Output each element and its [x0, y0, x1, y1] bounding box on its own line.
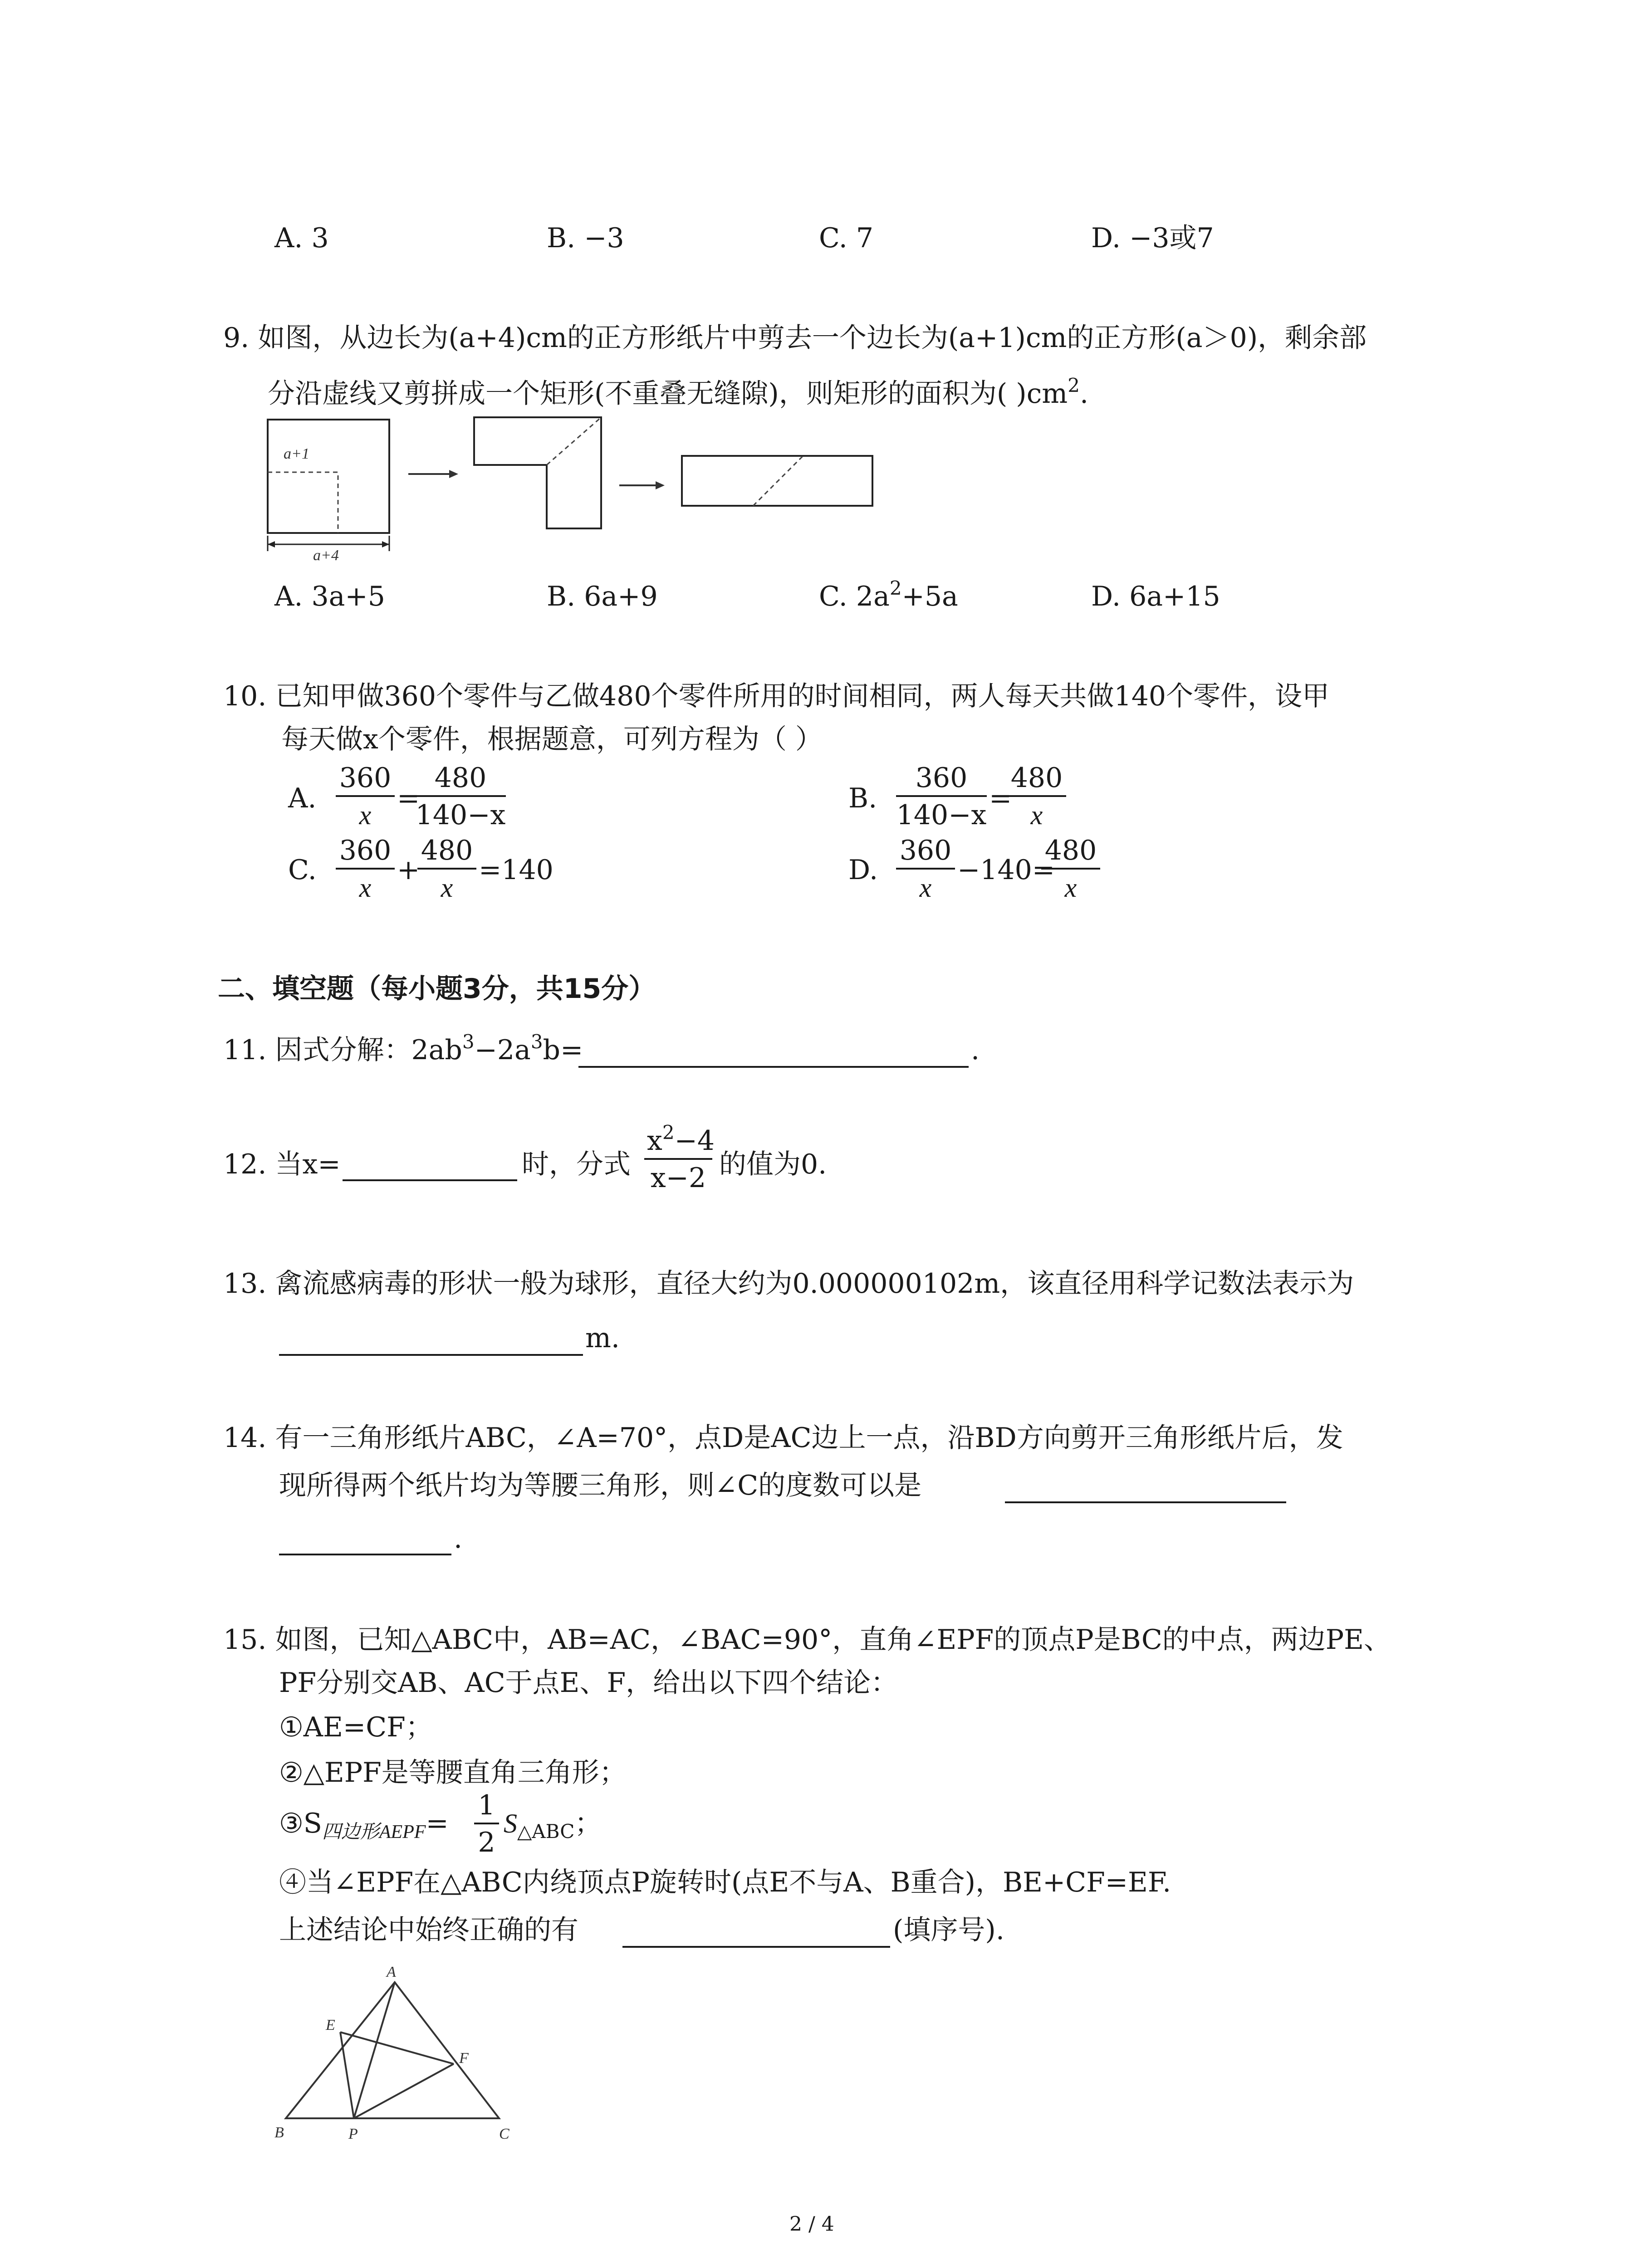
q9-line1: 9. 如图，从边长为(a+4)cm的正方形纸片中剪去一个边长为(a+1)cm的正方形(a＞0)，剩余部 — [223, 322, 1367, 354]
q15-c3-pre: ③S — [279, 1808, 322, 1839]
q9-line2 — [268, 374, 1089, 410]
q10-b-frac2-den: x — [1030, 800, 1043, 830]
q15-c3-fraction — [474, 1789, 499, 1858]
q15-line2: PF分别交AB、AC于点E、F，给出以下四个结论： — [279, 1667, 898, 1699]
q10-b-frac2-num: 480 — [1007, 764, 1066, 797]
q10-d-minus140: −140= — [957, 854, 1055, 886]
q14-answer-blank-1[interactable] — [1005, 1501, 1286, 1503]
q15-label-b: B — [274, 2124, 284, 2141]
q10-c-frac1-num: 360 — [336, 837, 395, 870]
q9-line2-text: 分沿虚线又剪拼成一个矩形(不重叠无缝隙)，则矩形的面积为( )cm — [268, 378, 1068, 410]
q14-answer-blank-2[interactable] — [279, 1554, 451, 1555]
q9-line2-sup: 2 — [1068, 374, 1080, 396]
q12-answer-blank[interactable] — [343, 1179, 517, 1181]
q9-option-c-sup: 2 — [889, 577, 902, 599]
q15-c3-sub2: △ABC — [517, 1820, 575, 1843]
q9-option-a: A. 3a+5 — [274, 581, 385, 612]
q15-question-suffix: (填序号). — [893, 1914, 1004, 1946]
q10-d-frac2-num: 480 — [1041, 837, 1100, 870]
q10-a-frac2-den: 140−x — [415, 799, 506, 831]
q10-b-frac1 — [896, 764, 987, 829]
q10-option-c-label: C. — [288, 854, 317, 886]
q9-option-b: B. 6a+9 — [547, 581, 658, 612]
q10-d-frac1-den: x — [919, 873, 932, 903]
q10-c-frac2-den: x — [441, 873, 453, 903]
q8-option-b: B. −3 — [547, 222, 624, 254]
q10-c-plus: + — [397, 854, 420, 886]
q12-mid: 时，分式 — [522, 1149, 631, 1180]
q15-label-c: C — [499, 2126, 509, 2142]
q10-a-frac1 — [336, 764, 395, 829]
q11-end: . — [971, 1034, 980, 1066]
q12-pre: 12. 当x= — [223, 1149, 341, 1180]
q11-post: b= — [543, 1034, 583, 1066]
q10-c-frac2 — [417, 837, 476, 901]
q9-option-d: D. 6a+15 — [1091, 581, 1220, 612]
q15-label-e: E — [326, 2017, 335, 2033]
q11-sup1: 3 — [462, 1031, 475, 1053]
q12-frac-den: x−2 — [650, 1162, 706, 1194]
q15-line1: 15. 如图，已知△ABC中，AB=AC，∠BAC=90°，直角∠EPF的顶点P是BC的中点，两边PE、 — [223, 1624, 1391, 1656]
q8-option-c: C. 7 — [819, 222, 874, 254]
q13-answer-blank[interactable] — [279, 1354, 583, 1356]
q15-conclusion-4: ④当∠EPF在△ABC内绕顶点P旋转时(点E不与A、B重合)，BE+CF=EF. — [279, 1867, 1171, 1898]
q11-answer-blank[interactable] — [578, 1066, 969, 1068]
q10-a-eq: = — [397, 782, 420, 814]
q15-c3-s: S — [504, 1809, 517, 1838]
q10-option-d-label: D. — [848, 854, 878, 886]
q15-conclusion-3-tail — [504, 1808, 602, 1843]
q15-label-a: A — [387, 1964, 396, 1980]
q8-option-d: D. −3或7 — [1091, 222, 1214, 254]
q12-frac-num-x: x — [647, 1125, 662, 1157]
q11-pre: 11. 因式分解：2ab — [223, 1034, 462, 1066]
q12-frac-num-sup: 2 — [662, 1121, 675, 1144]
q13-line1: 13. 禽流感病毒的形状一般为球形，直径大约为0.000000102m，该直径用科学记数法表示为 — [223, 1268, 1354, 1300]
q10-c-frac2-num: 480 — [417, 837, 476, 870]
q9-option-c — [819, 577, 958, 612]
q14-end: . — [454, 1523, 463, 1554]
q11-mid: −2a — [474, 1034, 531, 1066]
q14-line1: 14. 有一三角形纸片ABC，∠A=70°，点D是AC边上一点，沿BD方向剪开三角形纸片后，发 — [223, 1422, 1343, 1454]
q10-b-frac1-den: 140−x — [896, 799, 987, 831]
q9-option-c-pre: C. 2a — [819, 581, 890, 612]
q10-d-frac2 — [1041, 837, 1100, 901]
q10-b-eq: = — [989, 782, 1012, 814]
q15-conclusion-1: ①AE=CF； — [279, 1711, 433, 1743]
q10-c-frac1 — [336, 837, 395, 901]
q12-frac-num-post: −4 — [674, 1125, 715, 1157]
q10-option-a-label: A. — [288, 782, 317, 814]
q12-fraction — [644, 1121, 715, 1194]
q9-line2-end: . — [1079, 378, 1089, 410]
q15-label-p: P — [348, 2126, 358, 2142]
q10-line1: 10. 已知甲做360个零件与乙做480个零件所用的时间相同，两人每天共做140个零件，设甲 — [223, 680, 1330, 712]
q10-c-eq140: =140 — [479, 854, 554, 886]
q10-d-frac1 — [896, 837, 955, 901]
q10-a-frac2-num: 480 — [415, 764, 506, 797]
q15-c3-frac-num: 1 — [474, 1792, 499, 1824]
q12-post: 的值为0. — [719, 1149, 827, 1180]
q15-figure — [272, 1964, 554, 2146]
q15-question-prefix: 上述结论中始终正确的有 — [279, 1914, 578, 1946]
q15-answer-blank[interactable] — [622, 1946, 890, 1948]
q15-label-f: F — [459, 2050, 469, 2067]
q15-c3-frac-den: 2 — [478, 1827, 495, 1858]
q15-conclusion-3 — [279, 1808, 449, 1843]
q15-c3-eq: = — [426, 1808, 449, 1839]
q14-line2: 现所得两个纸片均为等腰三角形，则∠C的度数可以是 — [279, 1470, 922, 1501]
q11 — [223, 1031, 583, 1066]
q10-option-b-label: B. — [848, 782, 877, 814]
q10-b-frac2 — [1007, 764, 1066, 829]
section-heading-fill-in: 二、填空题（每小题3分，共15分） — [218, 973, 656, 1005]
q10-c-frac1-den: x — [359, 873, 372, 903]
q10-a-frac1-den: x — [359, 800, 372, 830]
q8-option-a: A. 3 — [274, 222, 329, 254]
q13-end: m. — [585, 1322, 620, 1354]
q9-label-inner: a+1 — [284, 445, 309, 462]
q10-a-frac1-num: 360 — [336, 764, 395, 797]
page-number: 2 / 4 — [789, 2213, 834, 2236]
q12-frac-num — [644, 1121, 715, 1160]
q15-conclusion-2: ②△EPF是等腰直角三角形； — [279, 1757, 627, 1789]
q15-c3-sub: 四边形AEPF — [322, 1822, 426, 1843]
q9-figure — [259, 415, 939, 560]
q10-b-frac1-num: 360 — [896, 764, 987, 797]
q11-sup2: 3 — [530, 1031, 543, 1053]
q9-option-c-post: +5a — [901, 581, 958, 612]
q10-a-frac2 — [415, 764, 506, 829]
q10-line2: 每天做x个零件，根据题意，可列方程为（ ） — [281, 723, 823, 755]
q9-label-bottom: a+4 — [313, 547, 339, 560]
q15-c3-end: ； — [574, 1808, 602, 1839]
q10-d-frac2-den: x — [1064, 873, 1077, 903]
q10-d-frac1-num: 360 — [896, 837, 955, 870]
